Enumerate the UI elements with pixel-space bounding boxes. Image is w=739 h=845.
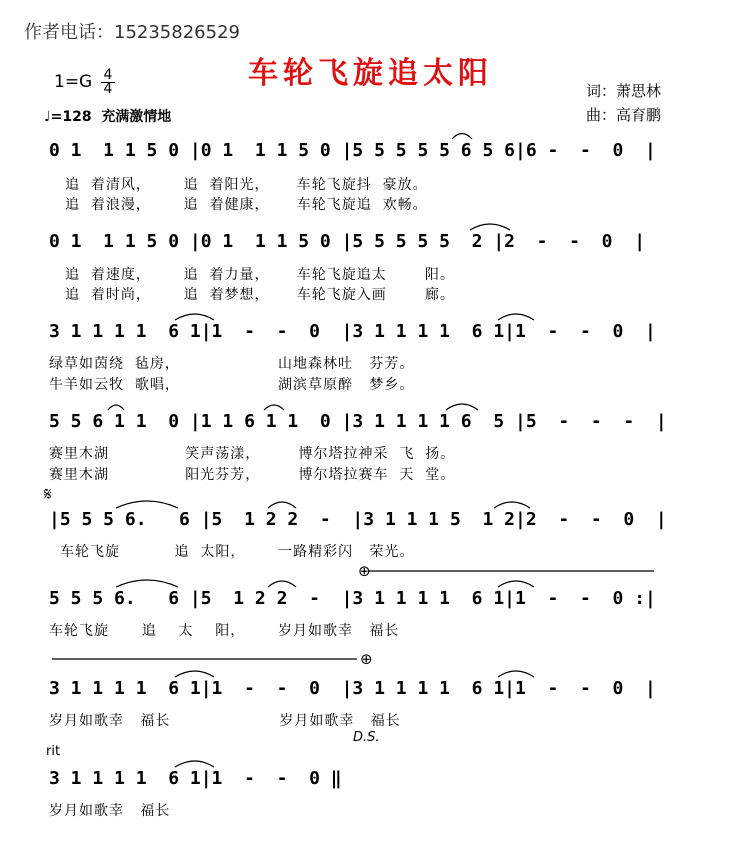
segno-sign: 𝄋 xyxy=(44,484,52,505)
lyrics-row-5: 车轮飞旋 追 太阳， 一路精彩闪 荣光。 xyxy=(60,544,415,560)
lyrics-row-3-verse-2: 牛羊如云牧 歌唱， 湖滨草原醉 梦乡。 xyxy=(49,377,415,393)
key-signature: 1=G xyxy=(54,72,93,92)
slur-row4-b xyxy=(264,405,284,410)
slur-row5-c xyxy=(494,502,530,508)
expression-marking: 充满激情地 xyxy=(101,109,172,125)
coda-sign-upper: ⊕ xyxy=(358,562,371,580)
slur-row6-a xyxy=(116,580,178,587)
notation-row-2: 0 1 1 1 5 0 |0 1 1 1 5 0 |5 5 5 5 5 2 |2 - - 0 | xyxy=(49,231,646,252)
lyrics-row-6: 车轮飞旋 追 太 阳， 岁月如歌幸 福长 xyxy=(49,623,400,639)
slur-row2-a xyxy=(470,224,510,230)
notation-row-4: 5 5 6 1 1 0 |1 1 6 1 1 0 |3 1 1 1 1 6 5 |5 - - - | xyxy=(49,411,667,432)
notation-row-5: |5 5 5 6. 6 |5 1 2 2 - |3 1 1 1 5 1 2|2 - - 0 | xyxy=(49,509,667,530)
lyrics-row-3-verse-1: 绿草如茵绕 毡房， 山地森林吐 芬芳。 xyxy=(49,356,415,372)
notation-row-6: 5 5 5 6. 6 |5 1 2 2 - |3 1 1 1 1 6 1|1 - - 0 :| xyxy=(49,588,656,609)
slur-row3-a xyxy=(175,314,214,320)
lyrics-row-8: 岁月如歌幸 福长 xyxy=(49,803,171,819)
slur-row6-b xyxy=(268,581,296,587)
slur-row1-a xyxy=(452,134,472,140)
coda-sign-lower: ⊕ xyxy=(360,650,373,668)
slur-row7-a xyxy=(175,671,214,677)
lyrics-row-2-verse-1: 追 着速度， 追 着力量， 车轮飞旋追太 阳。 xyxy=(65,267,455,283)
slur-row4-c xyxy=(446,404,478,410)
composer-credit: 曲：高育鹏 xyxy=(586,106,662,124)
lyrics-row-7: 岁月如歌幸 福长 岁月如歌幸 福长 xyxy=(49,713,401,729)
time-sig-top: 4 xyxy=(103,67,113,83)
lyrics-row-4-verse-2: 赛里木湖 阳光芬芳， 博尔塔拉赛车 天 堂。 xyxy=(49,467,456,483)
time-sig-bottom: 4 xyxy=(101,82,115,96)
lyricist-credit: 词：萧思林 xyxy=(586,82,662,100)
notation-row-8: 3 1 1 1 1 6 1|1 - - 0 ‖ xyxy=(49,768,342,789)
ritardando-mark: rit xyxy=(46,744,61,759)
slur-row8-a xyxy=(175,761,214,767)
slur-row5-b xyxy=(268,502,296,508)
song-title: 车轮飞旋追太阳 xyxy=(248,56,493,91)
dal-segno-mark: D.S. xyxy=(353,730,380,745)
notation-row-7: 3 1 1 1 1 6 1|1 - - 0 |3 1 1 1 1 6 1|1 - - 0 | xyxy=(49,678,656,699)
notation-row-3: 3 1 1 1 1 6 1|1 - - 0 |3 1 1 1 1 6 1|1 - - 0 | xyxy=(49,321,656,342)
lyrics-row-1-verse-1: 追 着清风， 追 着阳光， 车轮飞旋抖 豪放。 xyxy=(65,177,428,193)
slur-row5-a xyxy=(116,501,178,508)
slur-row3-b xyxy=(498,314,534,320)
lyrics-row-1-verse-2: 追 着浪漫， 追 着健康， 车轮飞旋追 欢畅。 xyxy=(65,197,428,213)
tempo-value: ♩=128 xyxy=(44,109,92,125)
lyrics-row-2-verse-2: 追 着时尚， 追 着梦想， 车轮飞旋入画 廊。 xyxy=(65,287,455,303)
composer-contact: 作者电话：15235826529 xyxy=(24,22,240,43)
slur-row6-c xyxy=(498,581,534,587)
notation-row-1: 0 1 1 1 5 0 |0 1 1 1 5 0 |5 5 5 5 5 6 5 6|6 - - 0 | xyxy=(49,140,656,161)
lyrics-row-4-verse-1: 赛里木湖 笑声荡漾， 博尔塔拉神采 飞 扬。 xyxy=(49,446,456,462)
slur-row4-a xyxy=(108,405,124,410)
slur-row7-b xyxy=(498,671,534,677)
